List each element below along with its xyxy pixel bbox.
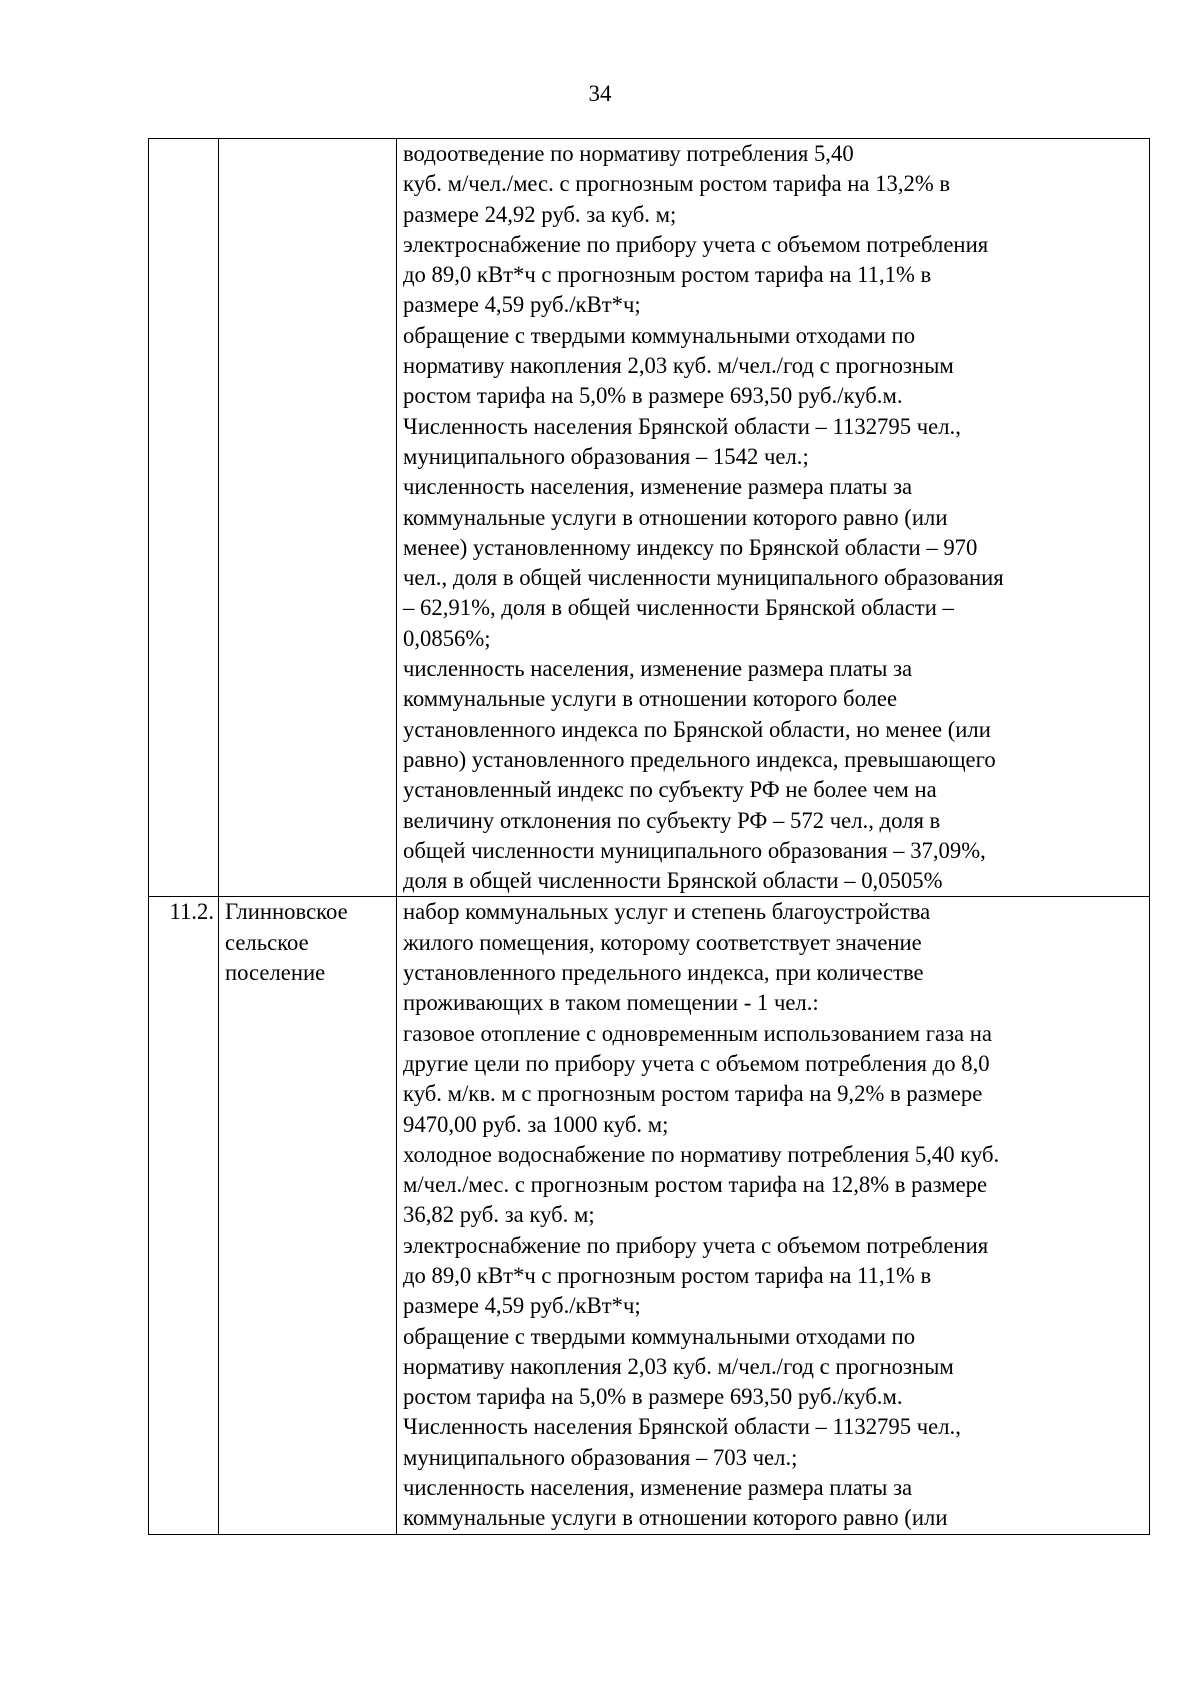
description-line: установленный индекс по субъекту РФ не более чем на (403, 777, 937, 803)
description-line: обращение с твердыми коммунальными отходами по (403, 1323, 916, 1349)
description-line: обращение с твердыми коммунальными отходами по (403, 322, 916, 348)
description-line: 36,82 руб. за куб. м; (403, 1202, 595, 1228)
description-line: численность населения, изменение размера платы за (403, 1475, 913, 1501)
description-line: водоотведение по нормативу потребления 5,40 (403, 141, 854, 166)
row-number-cell (149, 139, 219, 897)
description-line: 9470,00 руб. за 1000 куб. м; (403, 1111, 669, 1137)
description-line: общей численности муниципального образования – 37,09%, (403, 837, 986, 863)
description-line: другие цели по прибору учета с объемом потребления до 8,0 (403, 1050, 990, 1076)
table-row (149, 139, 1150, 897)
description-line: коммунальные услуги в отношении которого равно (или (403, 504, 948, 530)
table-body (149, 139, 1150, 1535)
description-line: до 89,0 кВт*ч с прогнозным ростом тарифа на 11,1% в (403, 1262, 932, 1288)
description-line: куб. м/чел./мес. с прогнозным ростом тарифа на 13,2% в (403, 171, 951, 197)
description-line: равно) установленного предельного индекса, превышающего (403, 746, 996, 772)
municipality-name-cell (219, 139, 397, 897)
description-line: нормативу накопления 2,03 куб. м/чел./год с прогнозным (403, 353, 954, 379)
description-line: куб. м/кв. м с прогнозным ростом тарифа на 9,2% в размере (403, 1081, 983, 1107)
municipality-name-line: Глинновское (225, 899, 348, 925)
description-line: нормативу накопления 2,03 куб. м/чел./год с прогнозным (403, 1353, 954, 1379)
description-line: численность населения, изменение размера платы за (403, 656, 913, 682)
municipality-name-line: сельское (225, 929, 309, 955)
description-line: холодное водоснабжение по нормативу потребления 5,40 куб. (403, 1141, 1000, 1167)
table-row (149, 897, 1150, 1534)
description-line: до 89,0 кВт*ч с прогнозным ростом тарифа на 11,1% в (403, 262, 932, 288)
description-line: набор коммунальных услуг и степень благоустройства (403, 899, 931, 925)
description-line: Численность населения Брянской области – 1132795 чел., (403, 1414, 961, 1440)
description-line: Численность населения Брянской области – 1132795 чел., (403, 413, 961, 439)
description-line: доля в общей численности Брянской области – 0,0505% (403, 868, 943, 894)
description-line: величину отклонения по субъекту РФ – 572 чел., доля в (403, 807, 941, 833)
description-line: установленного индекса по Брянской области, но менее (или (403, 716, 991, 742)
description-line: коммунальные услуги в отношении которого более (403, 686, 898, 712)
tariff-table (148, 138, 1150, 1535)
description-line: проживающих в таком помещении - 1 чел.: (403, 990, 819, 1016)
row-number-cell (149, 897, 219, 1534)
description-line: размере 4,59 руб./кВт*ч; (403, 292, 641, 318)
description-line: газовое отопление с одновременным использованием газа на (403, 1020, 992, 1046)
description-line: жилого помещения, которому соответствует значение (403, 929, 922, 955)
description-cell (397, 139, 1150, 897)
description-line: менее) установленному индексу по Брянской области – 970 (403, 534, 978, 560)
description-line: – 62,91%, доля в общей численности Брянской области – (403, 595, 954, 621)
description-line: муниципального образования – 703 чел.; (403, 1444, 798, 1470)
description-line: чел., доля в общей численности муниципального образования (403, 565, 1004, 591)
description-line: ростом тарифа на 5,0% в размере 693,50 руб./куб.м. (403, 383, 903, 409)
municipality-name-cell (219, 897, 397, 1534)
description-cell (397, 897, 1150, 1534)
page-number: 34 (588, 81, 612, 106)
description-line: численность населения, изменение размера платы за (403, 474, 913, 500)
description-line: коммунальные услуги в отношении которого равно (или (403, 1505, 948, 1531)
description-line: размере 24,92 руб. за куб. м; (403, 201, 677, 227)
description-line: 0,0856%; (403, 625, 491, 651)
description-line: ростом тарифа на 5,0% в размере 693,50 руб./куб.м. (403, 1384, 903, 1410)
description-line: размере 4,59 руб./кВт*ч; (403, 1293, 641, 1319)
description-line: установленного предельного индекса, при количестве (403, 960, 924, 986)
description-line: электроснабжение по прибору учета с объемом потребления (403, 231, 989, 257)
description-line: электроснабжение по прибору учета с объемом потребления (403, 1232, 989, 1258)
description-line: м/чел./мес. с прогнозным ростом тарифа на 12,8% в размере (403, 1172, 988, 1198)
row-number: 11.2. (169, 899, 214, 925)
municipality-name-line: поселение (225, 960, 326, 986)
description-line: муниципального образования – 1542 чел.; (403, 443, 809, 469)
